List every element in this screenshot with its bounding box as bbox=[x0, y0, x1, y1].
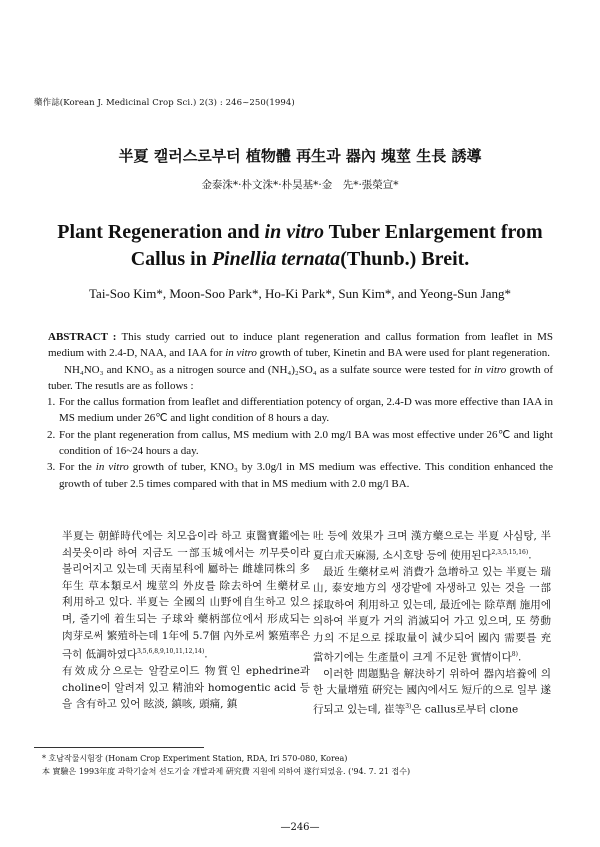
title-italic: Pinellia ternata bbox=[211, 248, 341, 270]
body-text: 最近 生藥材로써 消費가 急增하고 있는 半夏는 瑞山, 泰安地方의 생강밭에 자생하고 있는 것을 一部 採取하여 利用하고 있는데, 最近에는 除草劑 施用에 의하여 半夏가 거의 消滅되어 가고 있으며, 또 勞動力의 不足으로 採取量이 減少되어 國內 需要를 充當하기에는 生產量이 크게 不足한 實情이다 bbox=[313, 565, 551, 664]
reference-superscript: 3,5,6,8,9,10,11,12,14) bbox=[137, 648, 205, 656]
title-text: Callus in bbox=[130, 248, 212, 270]
item-italic: in vitro bbox=[95, 461, 129, 474]
item-text: For the callus formation from leaflet and differentiation potency of organ, 2.4-D was more effective than IAA in MS medium under 26℃ and light condition of 8 hours a day. bbox=[59, 396, 553, 425]
body-paragraph bbox=[313, 564, 551, 666]
body-paragraph bbox=[313, 666, 551, 718]
body-text: 이러한 問題點을 解決하기 위하여 器內培養에 의한 大量增殖 硏究는 國內에서도 短斤的으로 일부 遂行되고 있는데, 崔等 bbox=[313, 667, 551, 716]
abstract-text: growth of tuber. The resutls are as follows : bbox=[48, 363, 554, 392]
korean-authors: 金泰洙*·朴文洙*·朴昊基*·金 先*·張榮宣* bbox=[201, 179, 399, 191]
item-text: For the bbox=[59, 461, 96, 474]
abstract-paragraph-1 bbox=[48, 329, 553, 362]
korean-title: 半夏 캘러스로부터 植物體 再生과 器內 塊莖 生長 誘導 bbox=[118, 147, 482, 165]
abstract bbox=[48, 329, 553, 492]
item-text: For the plant regeneration from callus, MS medium with 2.0 mg/l BA was most effective under 26℃ and light condition of 16~24 hours a day. bbox=[59, 428, 553, 458]
reference-superscript: 3) bbox=[405, 702, 412, 710]
english-title-line2 bbox=[0, 246, 600, 273]
english-authors: Tai-Soo Kim*, Moon-Soo Park*, Ho-Ki Park*, Sun Kim*, and Yeong-Sun Jang* bbox=[89, 286, 511, 301]
body-column-left bbox=[62, 528, 310, 713]
abstract-italic: in vitro bbox=[225, 347, 257, 360]
english-title-line1 bbox=[0, 219, 600, 246]
body-paragraph: 有效成分으로는 알칼로이드 物質인 ephedrine과 choline이 알려져 있고 精油와 homogentic acid 등을 含有하고 있어 眩淡, 鎮咳, 頭痛, 鎮 bbox=[62, 665, 310, 711]
body-text: 은 callus로부터 clone bbox=[411, 703, 519, 716]
footnote-affiliation: * 호남작물시험장 (Honam Crop Experiment Station, RDA, Iri 570-080, Korea) bbox=[42, 754, 348, 763]
footnotes bbox=[42, 752, 410, 778]
footnote-funding: 本 實驗은 1993年度 과학기술처 선도기술 개발과제 硏究費 지원에 의하여 遂行되었음. ('94. 7. 21 접수) bbox=[42, 767, 411, 776]
body-paragraph bbox=[313, 528, 551, 564]
reference-superscript: 8) bbox=[511, 650, 518, 658]
abstract-text: growth of tuber, Kinetin and BA were used for plant regeneration. bbox=[256, 347, 551, 360]
journal-citation: 藥作誌(Korean J. Medicinal Crop Sci.) 2(3) : 246~250(1994) bbox=[34, 98, 295, 108]
title-italic: in vitro bbox=[264, 221, 324, 243]
result-item-3 bbox=[48, 459, 553, 492]
body-text: . bbox=[517, 651, 522, 664]
reference-superscript: 2,3,5,15,16) bbox=[491, 548, 529, 556]
page-number: —246— bbox=[280, 822, 320, 833]
title-text: Tuber Enlargement from bbox=[323, 221, 543, 243]
abstract-text: NH₄NO₃ and KNO₃ as a nitrogen source and (NH₄)₂SO₄ as a sulfate source were tested for bbox=[64, 363, 475, 376]
body-column-right bbox=[313, 528, 551, 718]
body-paragraph bbox=[62, 528, 310, 663]
item-number: 2. bbox=[47, 428, 56, 441]
body-text: . bbox=[528, 549, 532, 562]
abstract-label: ABSTRACT : bbox=[48, 331, 122, 343]
result-item-1 bbox=[48, 394, 553, 427]
english-title bbox=[0, 219, 600, 273]
item-text: growth of tuber, KNO₃ by 3.0g/l in MS medium was effective. This condition enhanced the growth of tuber 2.5 times compared with that in MS medium with 2.0 mg/l BA. bbox=[59, 461, 553, 490]
abstract-text: This study carried out to induce plant regeneration and callus formation from leaflet in MS medium with 2.4-D, NAA, and IAA for bbox=[48, 331, 553, 360]
item-number: 3. bbox=[47, 461, 56, 474]
abstract-italic: in vitro bbox=[474, 363, 507, 376]
title-text: Plant Regeneration and bbox=[57, 221, 265, 243]
title-text: (Thunb.) Breit. bbox=[340, 248, 470, 270]
body-text: . bbox=[204, 648, 208, 661]
result-item-2 bbox=[48, 427, 553, 460]
footnote-divider bbox=[34, 747, 204, 748]
item-number: 1. bbox=[47, 396, 56, 409]
body-text: 吐 등에 效果가 크며 漢方藥으로는 半夏 사심탕, 半夏白朮天麻湯, 소시호탕 등에 使用된다 bbox=[313, 530, 551, 562]
abstract-paragraph-2 bbox=[48, 362, 553, 395]
body-text: 半夏는 朝鮮時代에는 치모읍이라 하고 東醫寶鑑에는 쇠뭇옷이라 하여 지금도 一部玉城에서는 끼무릇이라 불리어지고 있는데 天南星科에 屬하는 雌雄同株의 多年生 草本類로서 塊莖의 外皮를 除去하여 生藥材로 利用하고 있다. 半夏는 全國의 山野에自生하고 있으며, 줄기에 着生되는 子球와 藥柄部位에서 形成되는 肉芽로써 繁殖하는데 1年에 5.7個 內外로써 繁殖率은 극히 低調하였다 bbox=[62, 530, 310, 661]
results-list bbox=[48, 394, 553, 492]
